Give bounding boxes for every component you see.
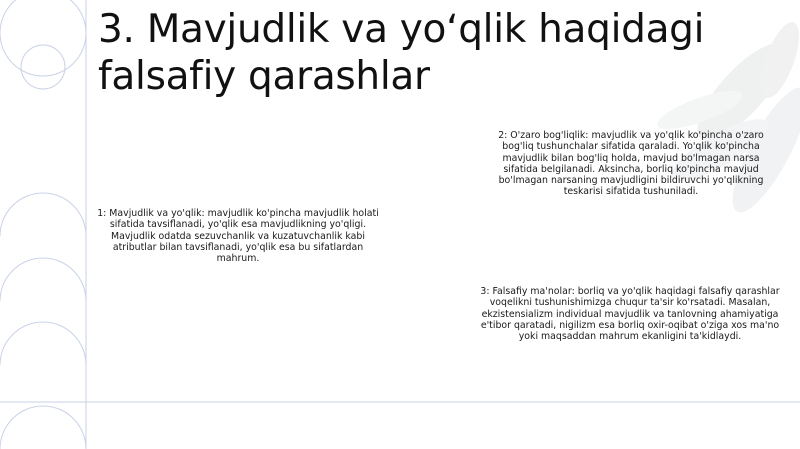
slide-title-line-1: 3. Mavjudlik va yo‘qlik haqidagi <box>98 7 705 52</box>
slide-title-line-2: falsafiy qarashlar <box>98 54 430 99</box>
point-philosophical-meanings-text: 3: Falsafiy ma'nolar: borliq va yo'qlik haqidagi falsafiy qarashlar voqelikni tushunishimizga chuqur ta'sir ko'rsatadi. Masalan, ekzistensializm individual mavjudlik va tanlovning ahamiyatiga e'tibor qaratadi, nigilizm esa borliq oxir-oqibat o'ziga xos ma'no yoki maqsaddan mahrum ekanligini ta'kidlaydi. <box>480 286 780 343</box>
point-existence-nonexistence-text: 1: Mavjudlik va yo'qlik: mavjudlik ko'pincha mavjudlik holati sifatida tavsiflanadi, yo'qlik esa mavjudlikning yo'qligi. Mavjudlik odatda sezuvchanlik va kuzatuvchanlik kabi atributlar bilan tavsiflanadi, yo'qlik esa bu sifatlardan mahrum. <box>97 208 379 265</box>
point-interconnection-text: 2: O'zaro bog'liqlik: mavjudlik va yo'qlik ko'pincha o'zaro bog'liq tushunchalar sifatida qaraladi. Yo'qlik ko'pincha mavjudlik bilan bog'liq holda, mavjud bo'lmagan narsa sifatida belgilanadi. Aksincha, borliq ko'pincha mavjud bo'lmagan narsaning mavjudligini bildiruvchi yo'qlikning teskarisi sifatida tushuniladi. <box>498 130 764 198</box>
slide-title <box>98 6 788 100</box>
